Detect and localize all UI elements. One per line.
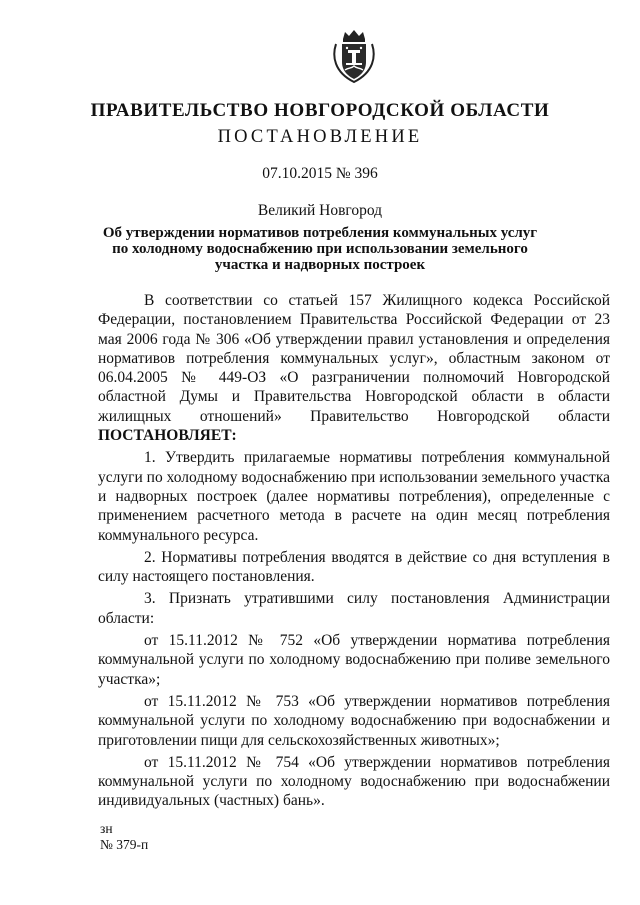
footer-ref-number: № 379-п [100,837,149,852]
paragraph-3: 3. Признать утратившими силу постановления Администрации области: [98,590,610,627]
paragraph-2: 2. Нормативы потребления вводятся в действие со дня вступления в силу настоящего постановления. [98,548,610,586]
document-city: Великий Новгород [257,202,383,219]
footer-reference [100,821,148,853]
repealed-item: от 15.11.2012 № 754 «Об утверждении нормативов потребления коммунальной услуги по холодному водоснабжению при водоснабжении индивидуальных (частных) бань». [98,753,610,810]
footer-initials: зн [100,821,113,836]
intro-text: В соответствии со статьей 157 Жилищного кодекса Российской Федерации, постановлением Правительства Российской Федерации от 23 мая 2006 года № 306 «Об утверждении правил установления и определения нормативов потребления коммунальных услуг», областным законом от 06.04.2005 № 449-ОЗ «О разграничении полномочий Новгородской областной Думы и Правительства Новгородской области в области жилищных отношений» Правительство Новгородской области [98,292,610,425]
document-date-number: 07.10.2015 № 396 [262,165,378,182]
document-title-line: Об утверждении нормативов потребления коммунальных услуг [102,225,538,241]
repealed-item: от 15.11.2012 № 752 «Об утверждении норматива потребления коммунальной услуги по холодному водоснабжению при поливе земельного участка»; [98,632,610,688]
document-title-line: участка и надворных построек [214,257,426,273]
government-name: ПРАВИТЕЛЬСТВО НОВГОРОДСКОЙ ОБЛАСТИ [90,100,550,121]
document-body [98,291,610,814]
resolves-word: ПОСТАНОВЛЯЕТ: [98,427,237,445]
document-title [0,225,640,273]
document-title-line: по холодному водоснабжению при использовании земельного [112,241,528,257]
document-type: ПОСТАНОВЛЕНИЕ [217,127,423,147]
intro-paragraph [98,291,610,445]
paragraph-1: 1. Утвердить прилагаемые нормативы потребления коммунальной услуги по холодному водоснабжению при использовании земельного участка и надворных построек (далее нормативы потребления), определенные с применением расчетного метода в расчете на один месяц потребления коммунального ресурса. [98,449,610,544]
repealed-item: от 15.11.2012 № 753 «Об утверждении нормативов потребления коммунальной услуги по холодному водоснабжению при водоснабжении и приготовлении пищи для сельскохозяйственных животных»; [98,692,610,749]
coat-of-arms-icon [331,28,377,84]
